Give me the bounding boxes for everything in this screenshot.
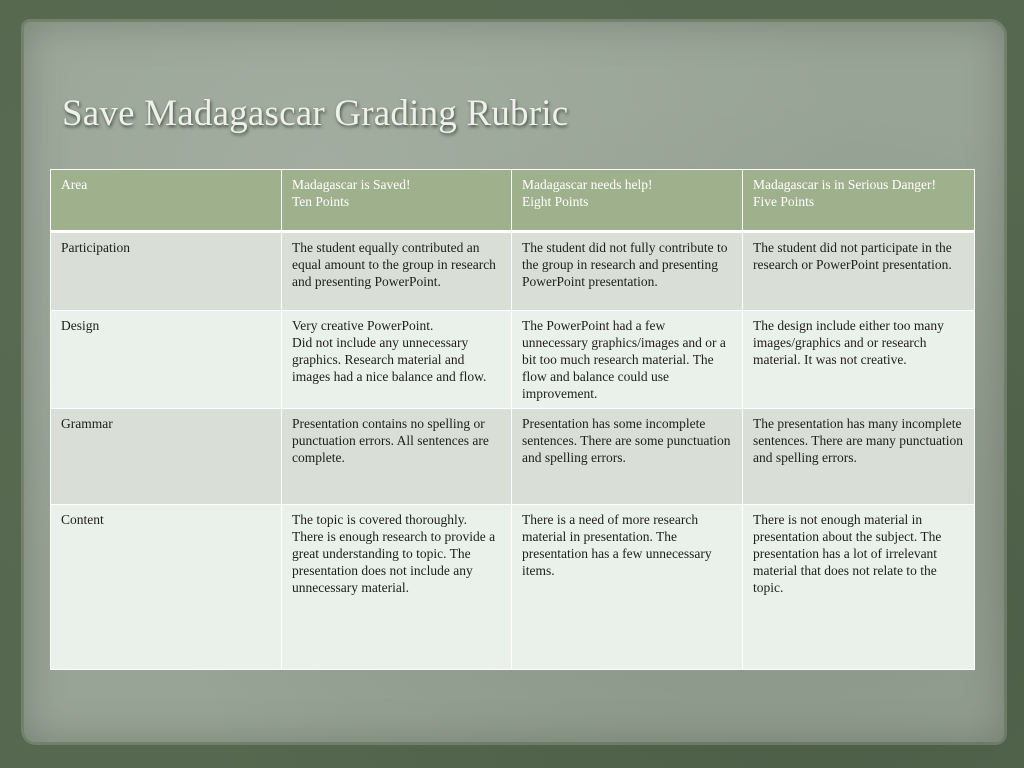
header-serious-danger-five-points: Madagascar is in Serious Danger! Five Points [743, 170, 975, 232]
header-saved-ten-points: Madagascar is Saved! Ten Points [282, 170, 512, 232]
criteria-cell: The student did not participate in the research or PowerPoint presentation. [743, 232, 975, 311]
area-cell: Design [51, 311, 282, 409]
area-cell: Grammar [51, 409, 282, 505]
criteria-cell: Presentation has some incomplete sentences. There are some punctuation and spelling errors. [512, 409, 743, 505]
header-needs-help-eight-points: Madagascar needs help! Eight Points [512, 170, 743, 232]
criteria-cell: There is not enough material in presentation about the subject. The presentation has a lot of irrelevant material that does not relate to the topic. [743, 505, 975, 670]
header-area: Area [51, 170, 282, 232]
table-row [51, 311, 975, 409]
criteria-cell: The topic is covered thoroughly. There is enough research to provide a great understanding to topic. The presentation does not include any unnecessary material. [282, 505, 512, 670]
header-row [51, 170, 975, 232]
criteria-cell: Presentation contains no spelling or punctuation errors. All sentences are complete. [282, 409, 512, 505]
slide-title: Save Madagascar Grading Rubric [62, 93, 569, 134]
criteria-cell: There is a need of more research material in presentation. The presentation has a few unnecessary items. [512, 505, 743, 670]
area-cell: Content [51, 505, 282, 670]
criteria-cell: The presentation has many incomplete sentences. There are many punctuation and spelling errors. [743, 409, 975, 505]
criteria-cell: The PowerPoint had a few unnecessary graphics/images and or a bit too much research material. The flow and balance could use improvement. [512, 311, 743, 409]
criteria-cell: Very creative PowerPoint. Did not include any unnecessary graphics. Research material and images had a nice balance and flow. [282, 311, 512, 409]
table-row [51, 409, 975, 505]
criteria-cell: The student did not fully contribute to the group in research and presenting PowerPoint presentation. [512, 232, 743, 311]
area-cell: Participation [51, 232, 282, 311]
criteria-cell: The student equally contributed an equal amount to the group in research and presenting PowerPoint. [282, 232, 512, 311]
criteria-cell: The design include either too many images/graphics and or research material. It was not creative. [743, 311, 975, 409]
grading-rubric-table [50, 169, 975, 670]
table-row [51, 232, 975, 311]
table-row [51, 505, 975, 670]
